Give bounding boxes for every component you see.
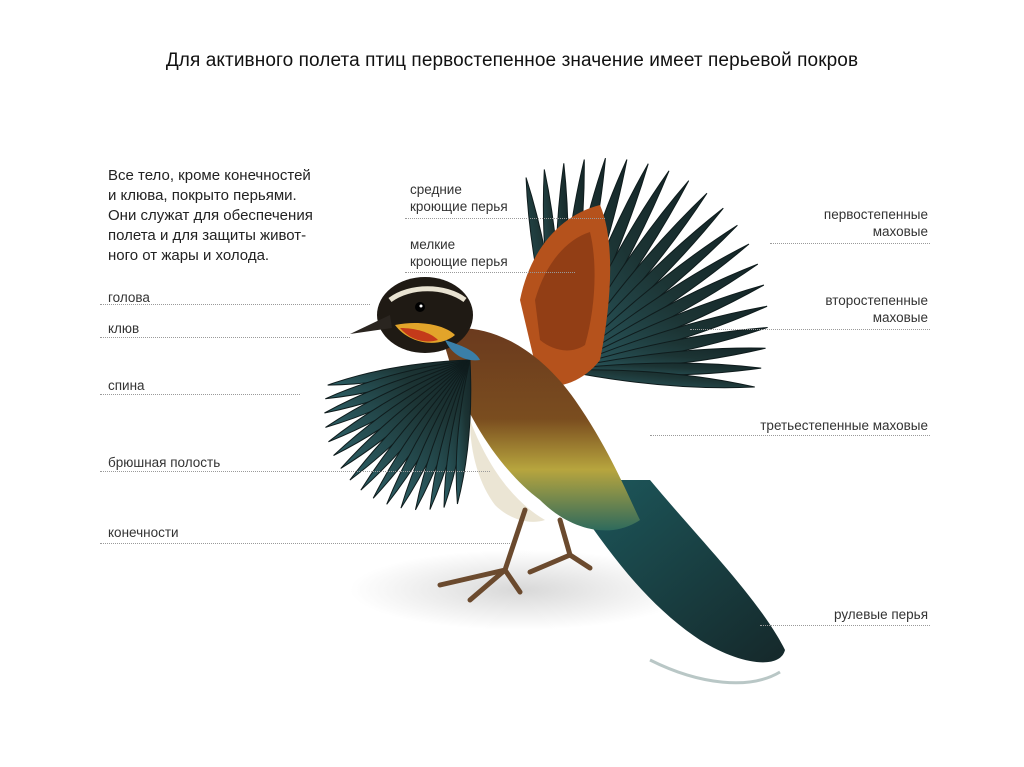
leader-line bbox=[650, 435, 930, 436]
leader-line bbox=[100, 394, 300, 395]
leader-line bbox=[100, 337, 350, 338]
label-secondaries: второстепенные маховые bbox=[825, 293, 928, 325]
intro-line: ного от жары и холода. bbox=[108, 247, 270, 264]
label-head: голова bbox=[108, 290, 150, 305]
leader-line bbox=[100, 471, 490, 472]
intro-line: полета и для защиты живот- bbox=[108, 227, 307, 244]
label-abdomen: брюшная полость bbox=[108, 455, 221, 470]
label-back: спина bbox=[108, 378, 145, 393]
leader-line bbox=[100, 304, 370, 305]
leader-line bbox=[100, 543, 510, 544]
leader-line bbox=[405, 272, 575, 273]
leader-line bbox=[770, 243, 930, 244]
label-primaries: первостепенные маховые bbox=[823, 207, 928, 239]
leader-line bbox=[760, 625, 930, 626]
label-rectrices: рулевые перья bbox=[834, 607, 928, 622]
label-small-coverts: мелкие кроющие перья bbox=[410, 237, 508, 269]
label-tertials: третьестепенные маховые bbox=[760, 418, 928, 433]
label-beak: клюв bbox=[108, 321, 140, 336]
leader-line bbox=[690, 329, 930, 330]
intro-line: Все тело, кроме конечностей bbox=[108, 167, 311, 184]
left-wing bbox=[324, 360, 470, 510]
leader-line bbox=[405, 218, 605, 219]
label-middle-coverts: средние кроющие перья bbox=[410, 182, 508, 214]
intro-line: и клюва, покрыто перьями. bbox=[108, 187, 297, 204]
slide-title: Для активного полета птиц первостепенное значение имеет перьевой покров bbox=[165, 50, 859, 71]
label-limbs: конечности bbox=[108, 525, 179, 540]
intro-line: Они служат для обеспечения bbox=[108, 207, 313, 224]
